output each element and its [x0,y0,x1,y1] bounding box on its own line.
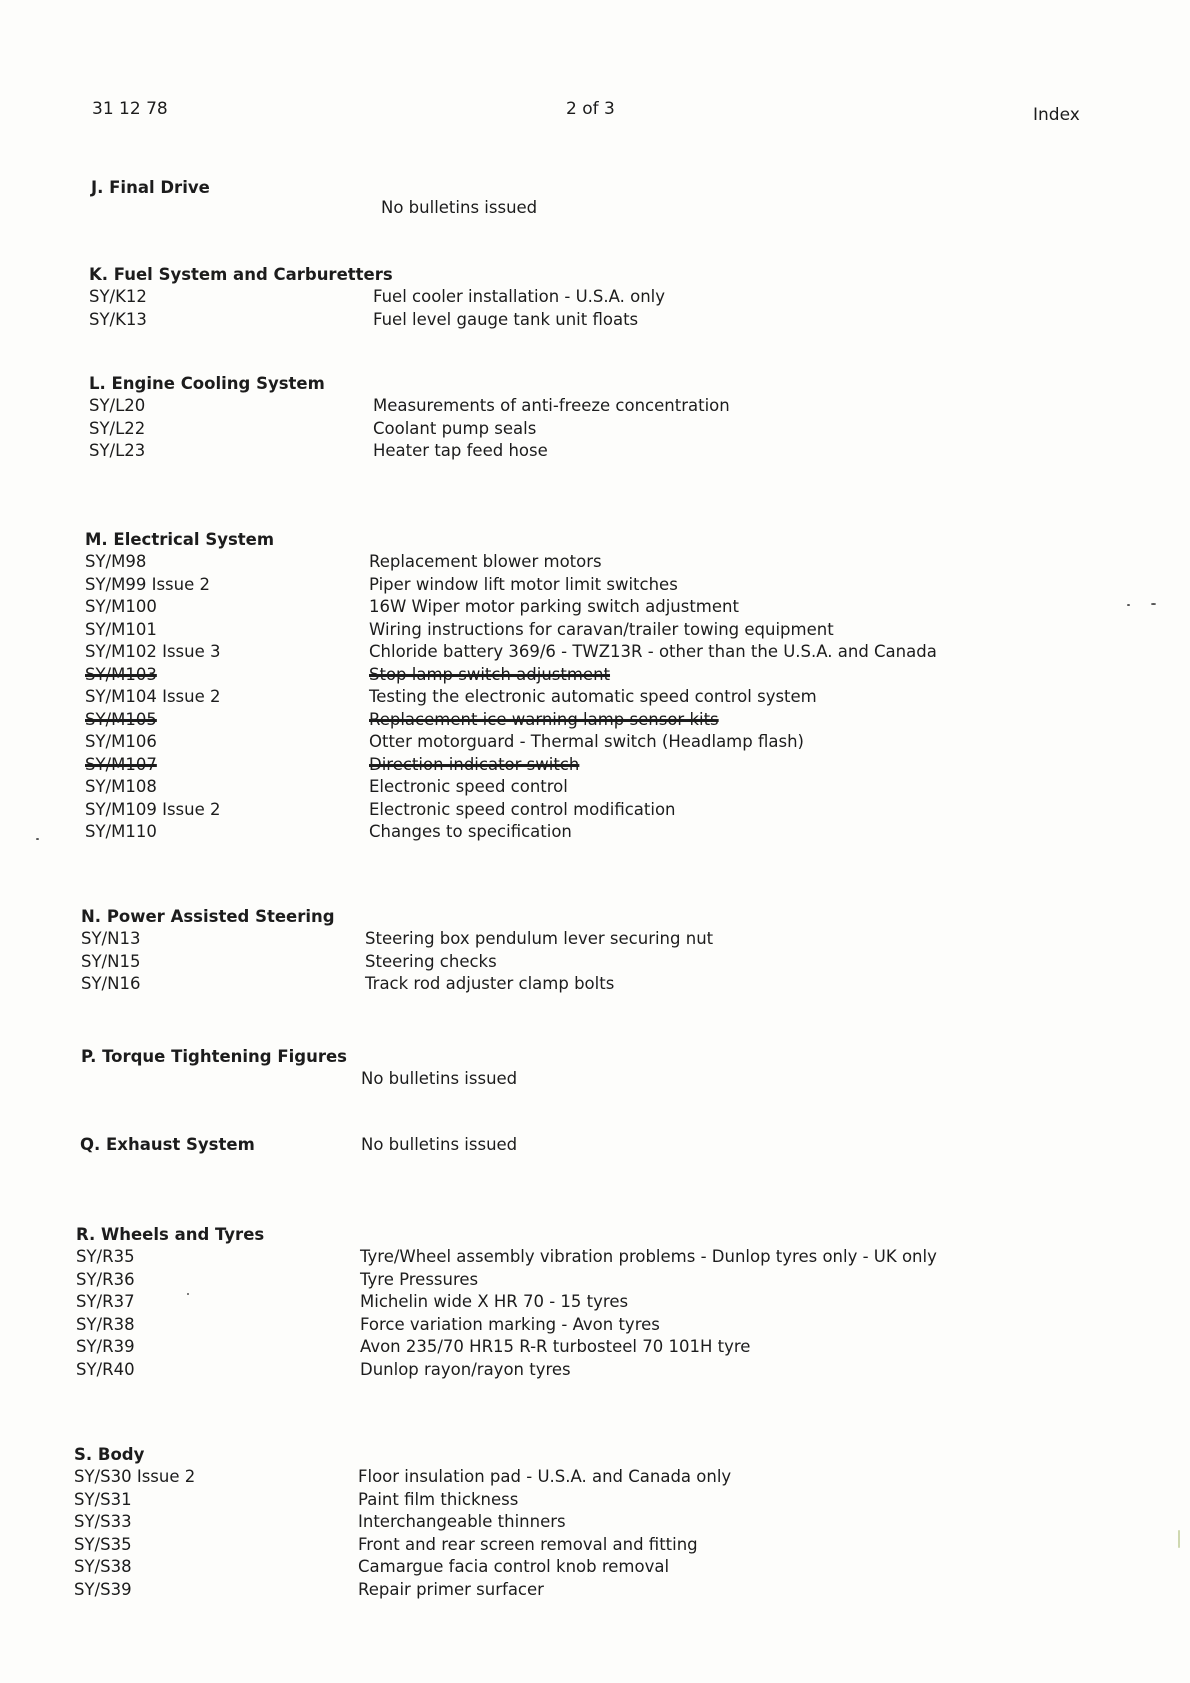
bulletin-description: Replacement blower motors [369,552,602,571]
bulletin-description: Paint film thickness [358,1489,519,1509]
bulletin-row [74,1534,731,1557]
bulletin-description: Floor insulation pad - U.S.A. and Canada only [358,1467,732,1486]
bulletin-row [85,686,937,709]
bulletin-code: SY/R40 [76,1359,135,1379]
bulletin-code: SY/S35 [74,1534,132,1554]
bulletin-list [89,395,730,463]
bulletin-list [89,286,665,331]
bulletin-row [81,928,713,951]
bulletin-row [85,619,937,642]
bulletin-description: Interchangeable thinners [358,1512,566,1531]
bulletin-code: SY/M102 Issue 3 [85,642,221,661]
bulletin-code: SY/R37 [76,1292,135,1311]
bulletin-code: SY/R39 [76,1337,135,1356]
bulletin-row [89,286,665,309]
bulletin-row [89,418,730,441]
bulletin-row [74,1579,731,1602]
bulletin-description: Electronic speed control [369,777,568,796]
bulletin-code: SY/M106 [85,732,157,751]
bulletin-description: Steering box pendulum lever securing nut [365,929,714,948]
bulletin-list [81,928,713,996]
bulletin-code: SY/R38 [76,1314,135,1334]
bulletin-row [89,395,730,418]
bulletin-description: Testing the electronic automatic speed control system [369,687,817,706]
scan-speck [36,838,39,840]
bulletin-row [74,1556,731,1579]
bulletin-description: Michelin wide X HR 70 - 15 tyres [360,1292,629,1311]
bulletin-description: Tyre/Wheel assembly vibration problems - Dunlop tyres only - UK only [360,1247,937,1266]
bulletin-row [85,551,937,574]
bulletin-row [85,754,937,777]
bulletin-row [76,1314,937,1337]
bulletin-code: SY/L22 [89,418,146,438]
bulletin-code: SY/K13 [89,309,147,329]
scan-speck [187,1293,189,1295]
section-wheels-tyres [76,1223,937,1381]
section-title: Q. Exhaust System [80,1135,255,1154]
section-power-steering [81,905,713,996]
bulletin-description: Repair primer surfacer [358,1579,544,1599]
bulletin-code: SY/M109 Issue 2 [85,799,221,819]
bulletin-row [89,309,665,332]
bulletin-description: Otter motorguard - Thermal switch (Headlamp flash) [369,732,804,751]
section-title: P. Torque Tightening Figures [81,1047,347,1066]
section-electrical-system [85,528,937,844]
bulletin-code: SY/M107 [85,754,157,774]
bulletin-code: SY/M105 [85,709,157,729]
section-body [74,1443,731,1601]
bulletin-row [85,709,937,732]
bulletin-code: SY/N16 [81,974,141,993]
bulletin-description: Wiring instructions for caravan/trailer towing equipment [369,619,834,639]
section-exhaust-system [80,1134,517,1157]
bulletin-description: Camargue facia control knob removal [358,1557,670,1576]
bulletin-row [85,641,937,664]
bulletin-row [85,821,937,844]
bulletin-description: Fuel level gauge tank unit floats [373,309,639,329]
bulletin-description: Steering checks [365,951,497,971]
section-final-drive [91,176,537,219]
bulletin-list [76,1246,937,1381]
bulletin-code: SY/R35 [76,1247,135,1266]
bulletin-code: SY/M100 [85,597,157,616]
bulletin-description: Chloride battery 369/6 - TWZ13R - other than the U.S.A. and Canada [369,642,937,661]
bulletin-description: Tyre Pressures [360,1269,479,1289]
bulletin-description: Fuel cooler installation - U.S.A. only [373,287,666,306]
bulletin-row [85,776,937,799]
bulletin-code: SY/S30 Issue 2 [74,1467,196,1486]
bulletin-description: Direction indicator switch [369,754,580,774]
section-title: R. Wheels and Tyres [76,1225,265,1244]
bulletin-code: SY/S39 [74,1579,132,1599]
bulletin-row [85,731,937,754]
section-title: M. Electrical System [85,530,275,549]
no-bulletins-note: No bulletins issued [361,1069,518,1088]
bulletin-description: Dunlop rayon/rayon tyres [360,1359,571,1379]
bulletin-row [76,1246,937,1269]
bulletin-code: SY/M99 Issue 2 [85,574,210,594]
bulletin-code: SY/S31 [74,1489,132,1509]
index-label: Index [1033,105,1080,125]
bulletin-description: Piper window lift motor limit switches [369,574,678,594]
bulletin-row [85,596,937,619]
bulletin-description: Avon 235/70 HR15 R-R turbosteel 70 101H tyre [360,1337,751,1356]
bulletin-list [74,1466,731,1601]
bulletin-code: SY/S33 [74,1512,132,1531]
bulletin-code: SY/K12 [89,287,147,306]
bulletin-description: Front and rear screen removal and fitting [358,1534,698,1554]
section-title: N. Power Assisted Steering [81,907,335,926]
section-title: J. Final Drive [91,178,210,197]
bulletin-description: Heater tap feed hose [373,441,548,460]
bulletin-row [74,1489,731,1512]
bulletin-description: Replacement ice warning lamp sensor kits [369,709,719,729]
section-title: K. Fuel System and Carburetters [89,265,393,284]
section-engine-cooling [89,372,730,463]
bulletin-code: SY/M110 [85,822,157,841]
bulletin-code: SY/S38 [74,1557,132,1576]
bulletin-row [85,664,937,687]
bulletin-description: Coolant pump seals [373,418,537,438]
bulletin-row [76,1269,937,1292]
bulletin-description: Measurements of anti-freeze concentration [373,396,730,415]
bulletin-code: SY/M101 [85,619,157,639]
no-bulletins-note: No bulletins issued [361,1135,518,1154]
page-number: 2 of 3 [566,99,615,119]
bulletin-description: Force variation marking - Avon tyres [360,1314,660,1334]
bulletin-row [76,1359,937,1382]
bulletin-row [74,1466,731,1489]
bulletin-description: Stop lamp switch adjustment [369,664,611,684]
bulletin-code: SY/N15 [81,951,141,971]
scan-speck [1127,604,1130,606]
scan-speck [1151,603,1156,605]
bulletin-description: Track rod adjuster clamp bolts [365,974,615,993]
bulletin-list [85,551,937,844]
section-title: S. Body [74,1445,145,1464]
bulletin-code: SY/M108 [85,777,157,796]
bulletin-row [76,1291,937,1314]
bulletin-row [81,951,713,974]
bulletin-description: Electronic speed control modification [369,799,676,819]
bulletin-code: SY/L20 [89,396,146,415]
bulletin-row [81,973,713,996]
bulletin-code: SY/L23 [89,441,146,460]
bulletin-row [74,1511,731,1534]
bulletin-row [85,574,937,597]
bulletin-row [85,799,937,822]
scan-speck [1178,1530,1180,1548]
section-torque-figures [81,1045,517,1090]
section-fuel-system [89,263,665,331]
bulletin-row [76,1336,937,1359]
document-date: 31 12 78 [92,99,168,119]
bulletin-description: 16W Wiper motor parking switch adjustment [369,597,739,616]
bulletin-description: Changes to specification [369,822,572,841]
bulletin-code: SY/N13 [81,929,141,948]
section-title: L. Engine Cooling System [89,374,325,393]
bulletin-code: SY/M104 Issue 2 [85,687,221,706]
no-bulletins-note: No bulletins issued [381,198,538,217]
bulletin-code: SY/M103 [85,664,157,684]
bulletin-row [89,440,730,463]
bulletin-code: SY/M98 [85,552,147,571]
bulletin-code: SY/R36 [76,1269,135,1289]
